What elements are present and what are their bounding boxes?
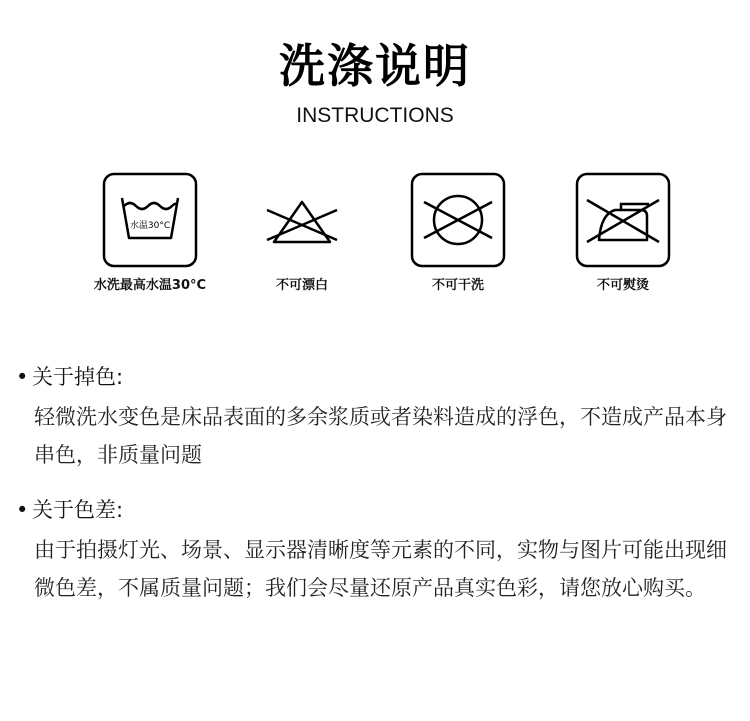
care-label-wash: 水洗最高水温30°C	[93, 278, 207, 293]
care-symbol-wash	[70, 172, 230, 293]
care-symbol-iron	[543, 172, 703, 293]
note-color-difference	[16, 495, 741, 607]
note-heading	[16, 362, 741, 392]
note-heading	[16, 495, 741, 525]
wash-30-icon	[102, 172, 198, 268]
note-body: 由于拍摄灯光、场景、显示器清晰度等元素的不同，实物与图片可能出现细微色差，不属质量问题；我们会尽量还原产品真实色彩，请您放心购买。	[34, 538, 727, 600]
no-bleach-icon	[254, 172, 350, 268]
care-label-dryclean: 不可干洗	[431, 278, 484, 293]
care-symbol-bleach	[222, 172, 382, 293]
no-dry-clean-icon	[410, 172, 506, 268]
note-heading-text: 关于掉色:	[32, 365, 124, 389]
care-label-iron: 不可熨烫	[596, 278, 649, 293]
care-symbol-dryclean	[378, 172, 538, 293]
note-heading-text: 关于色差:	[32, 498, 124, 522]
note-body: 轻微洗水变色是床品表面的多余浆质或者染料造成的浮色，不造成产品本身串色，非质量问题	[34, 405, 727, 467]
page-subtitle: INSTRUCTIONS	[296, 104, 454, 127]
bullet: •	[16, 365, 29, 389]
care-label-bleach: 不可漂白	[275, 278, 328, 293]
tub-temperature-text: 水温30°C	[129, 221, 171, 231]
bullet: •	[16, 498, 29, 522]
page-title: 洗涤说明	[279, 39, 471, 93]
note-fading	[16, 362, 741, 474]
no-iron-icon	[575, 172, 671, 268]
